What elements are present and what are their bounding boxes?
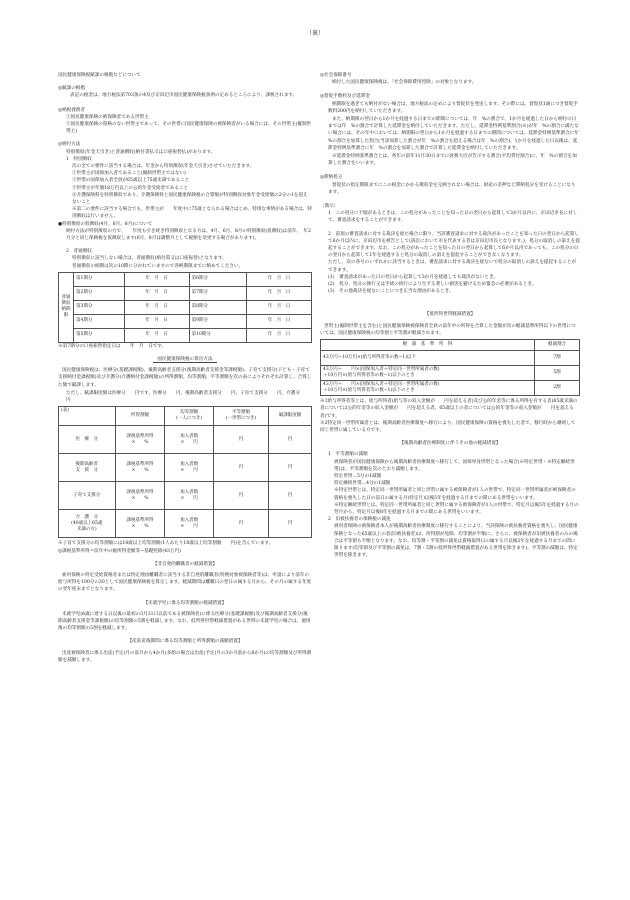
page-side-label: （裏） bbox=[305, 30, 324, 37]
appeal-item: (1) 審査請求があった日の翌日から起算して3か月を経過しても裁決がないとき。 bbox=[328, 274, 498, 280]
calc-header: 賦課限度額 bbox=[269, 407, 312, 426]
elderly-item: 特定世帯…5分の1減額 bbox=[334, 473, 382, 479]
due-date-side-label: 普通徴収納期限 bbox=[59, 272, 74, 342]
due-period: 第6期分 bbox=[189, 272, 246, 286]
payment-line: ②世帯の国保加入者全員が65歳以上75歳未満であること bbox=[72, 178, 190, 184]
preschool-title: 【未就学児に係る均等割額の軽減措置】 bbox=[143, 600, 227, 606]
calc-row-label: 医 療 分 bbox=[59, 426, 116, 454]
due-period: 第4期分 bbox=[74, 314, 125, 328]
elderly-item: ※特定継続世帯とは、特定同一世帯所属者と同じ世帯に属する被保険者が1人の世帯で、特定月以後5年を経過する月の翌月から、特定月以後8年を経過する月までの間にある世帯をいいます。 bbox=[334, 502, 579, 515]
appeal-heading: 〔教示〕 bbox=[320, 204, 339, 210]
due-date: 年 月 日 bbox=[246, 272, 311, 286]
due-period: 第7期分 bbox=[189, 286, 246, 300]
due-date: 年 月 日 bbox=[246, 286, 311, 300]
late-fee-text: 納期限を過ぎても納付がない場合は、地方税法の定めにより督促状を発送します。その際には、督促状1通につき督促手数料200円を納付していただきます。 bbox=[328, 101, 578, 114]
low-income-header: 軽 減 基 準 所 得 bbox=[321, 340, 535, 351]
appeal-item: 1 この処分に不服があるときは、この処分があったことを知った日の翌日から起算して3か月以内に、京田辺市長に対して、審査請求をすることができます。 bbox=[328, 211, 578, 224]
payment-heading: ◎納付方法 bbox=[58, 142, 81, 148]
right-column bbox=[320, 72, 584, 559]
calc-footnote: ※子育て支援分の均等割額には18歳以上均等割額(1人あたり18歳以上均等割額 円)を含んでいます。 bbox=[58, 541, 274, 547]
calc-cell: 課税基準所得 × % bbox=[115, 510, 165, 538]
calc-cell: 加入者数 × 円 bbox=[165, 426, 213, 454]
calc-cell: 円 bbox=[269, 510, 312, 538]
calc-table bbox=[58, 406, 312, 538]
elderly-item: 特定継続世帯…4分の1減額 bbox=[334, 481, 391, 487]
childbirth-title: 【産前産後期間に係る均等割額と所得割額の減額措置】 bbox=[127, 639, 243, 645]
late-fee-text: ※延滞金特例基準割合とは、各年の前年11月30日までに財務大臣が告示する割合(平均貸付割合)に、年 %の割合を加算した割合をいいます。 bbox=[328, 154, 577, 167]
payment-line: ①世帯主が国保加入者であること(擬制世帯主ではない) bbox=[72, 171, 186, 177]
due-date-note: ※第7期分の口座振替指定日は 年 月 日です。 bbox=[58, 343, 167, 349]
payment-line: 特別徴収に該当しない場合は、普通徴収(納付書又は口座振替)となります。 bbox=[72, 256, 227, 262]
low-income-footnote: ※1給与所得者等とは、給与所得者(給与等の収入金額が 円を超える者)及び公的年金等に係る所得を有する者(65歳未満の者については公的年金等の収入金額が 円を超える者、65歳以上の者については公的年金等の収入金額が 円を超える者)です。 bbox=[320, 399, 578, 419]
calc-cell: 課税基準所得 × % bbox=[115, 426, 165, 454]
due-date: 年 月 日 bbox=[124, 314, 189, 328]
delinquency-heading: ◎滞納処分 bbox=[320, 175, 343, 181]
low-income-title: 【低所得世帯軽減措置】 bbox=[424, 312, 476, 318]
due-period: 第8期分 bbox=[189, 300, 246, 314]
low-income-criteria: 43万円＋ 円×(国保加入者＋特定同一世帯所属者の数) ＋10万円×(給与所得者等の数−1)以下のとき bbox=[321, 366, 535, 381]
due-date: 年 月 日 bbox=[124, 272, 189, 286]
due-date: 年 月 日 bbox=[246, 328, 311, 342]
low-income-table bbox=[320, 339, 580, 396]
taxpayer-item: ②国民健康保険の資格のない世帯主であって、その世帯に国民健康保険の被保険者がいる場合には、その世帯主(擬制世帯主) bbox=[66, 122, 312, 135]
elderly-item: ※特定世帯とは、特定同一世帯所属者と同じ世帯に属する被保険者が1人の世帯で、特定同一世帯所属者が被保険者の資格を喪失した日の前日の属する月(特定月)以後5年を経過する月までの間にある世帯をいいます。 bbox=[334, 488, 576, 501]
appeal-item: ただし、次の各号のいずれかに該当するときは、審査請求に対する裁決を経ないで処分の取消しの訴えを提起することができます。 bbox=[328, 260, 577, 273]
payment-line: ●特別徴収の仮徴収(4月、6月、8月)について bbox=[58, 221, 153, 227]
basis-heading: ◎賦課の根拠 bbox=[58, 86, 85, 92]
elderly-item: 1 平等割額の減額 bbox=[328, 452, 368, 458]
calc-cell: 円 bbox=[213, 426, 268, 454]
nonvoluntary-title: 【非自発的離職者の軽減措置】 bbox=[152, 561, 218, 567]
low-income-text: 世帯主(擬制世帯主を含む)と国民健康保険被保険者全員の前年中の所得を合算した金額が次の軽減基準所得以下の世帯については、国民健康保険税の均等割と平等割が軽減されます。 bbox=[320, 323, 576, 336]
appeal-item: (3) その他裁決を経ないことにつき正当な理由があるとき。 bbox=[328, 289, 454, 295]
calc-footnote: ◎課税基準所得＝前年中の総所得金額等−基礎控除(43万円) bbox=[58, 548, 181, 554]
calc-header: 均等割額 (一人につき) bbox=[165, 407, 213, 426]
social-security-heading: ◎社会保障番号 bbox=[320, 73, 352, 78]
calc-row-label: 後期高齢者 支 援 分 bbox=[59, 454, 116, 482]
payment-line: 納付方法が特別徴収の方で、 年度も引き続き特別徴収となる方は、4月、6月、8月の特別徴収(仮徴収)は前年、 年2月分と同じ保険税を仮徴収します(6月、8月は調整月として税額を変更する場合があります)。 bbox=[66, 228, 311, 242]
due-date: 年 月 日 bbox=[124, 328, 189, 342]
low-income-rate: 2割 bbox=[535, 381, 580, 396]
due-date: 年 月 日 bbox=[246, 300, 311, 314]
due-date: 年 月 日 bbox=[246, 314, 311, 328]
calc-cell: 課税基準所得 × % bbox=[115, 482, 165, 510]
section-title: 国民健康保険税賦課の根拠などについて bbox=[58, 73, 141, 78]
late-fee-text: また、納期限の翌日から1か月を経過する日までの期間については、年 %の割合で、1か月を経過した日から納付の日までは年 %の割合で計算した延滞金を納付していただきます。ただし、延滞金特例基準割合(※)が年 %の割合に満たない場合には、その年中においては、納期限の翌日から1か月を経過する日までの期間については、延滞金特例基準割合に年 %の割合を加算した割合(当該加算した割合が年 %の割合を超える場合は年 %の割合)、1か月を経過した日以後は、延滞金特例基準割合に年 %の割合を加算した割合で計算した延滞金を納付していただきます。 bbox=[328, 117, 584, 151]
payment-line: ※第二の要件に該当する場合でも、世帯主が 年度中に75歳となられる場合はじめ、特別な事情がある場合は、特別徴収は行いません。 bbox=[72, 207, 312, 220]
calc-row-label: 子育て支援分 bbox=[59, 482, 116, 510]
social-security-text: 納付した国民健康保険税は、「社会保障費用控除」の対象となります。 bbox=[332, 80, 477, 86]
calc-text: 国民健康保険税は、医療分(基礎課税額)、後期高齢者支援分(後期高齢者支援金等課税額)、子育て支援分(子ども・子育て支援納付金課税額)及び介護分(介護納付金課税額)の所得割額、均等割額、平等割額を次の表によりそれぞれ計算し、合算した額で賦課します。 bbox=[58, 368, 312, 388]
basis-text: 表記の税金は、地方税法第703条の4及び京田辺市国民健康保険税条例の定めるところにより、課税されます。 bbox=[70, 93, 298, 99]
low-income-footnote: ※2特定同一世帯所属者とは、後期高齢者医療制度へ移行により、国民健康保険の資格を喪失した者で、移行時から継続して同じ世帯に属している方です。 bbox=[320, 420, 576, 433]
due-date: 年 月 日 bbox=[124, 300, 189, 314]
due-date: 年 月 日 bbox=[124, 286, 189, 300]
calc-limit-note: ただし、賦課限度額は医療分 円です。医療分 円、後期高齢者支援分 円、子育て支援分 円、介護分 円 bbox=[66, 390, 310, 404]
payment-line: 1 特別徴収 bbox=[66, 156, 92, 162]
elderly-title: 【後期高齢者医療制度に伴うその他の軽減措置】 bbox=[399, 441, 501, 447]
taxpayer-item: ①国民健康保険の被保険者である世帯主 bbox=[66, 114, 149, 120]
calc-cell: 円 bbox=[213, 454, 268, 482]
payment-line: 2 普通徴収 bbox=[66, 249, 92, 255]
low-income-rate: 7割 bbox=[535, 351, 580, 366]
calc-row-label: 介 護 分 (40歳以上65歳 未満の方) bbox=[59, 510, 116, 538]
calc-cell: 加入者数 × 円 bbox=[165, 482, 213, 510]
due-period: 第1期分 bbox=[74, 272, 125, 286]
calc-cell: 円 bbox=[269, 482, 312, 510]
payment-line: 普通徴収の納期は次の10期に分かれていますので各納期限までに納めてください。 bbox=[72, 263, 244, 269]
low-income-criteria: 43万円＋10万円×(給与所得者等の数−1)以下 bbox=[321, 351, 535, 366]
calc-cell: 円 bbox=[269, 426, 312, 454]
taxpayer-heading: ◎納税義務者 bbox=[58, 107, 85, 113]
calc-cell: 円 bbox=[213, 482, 268, 510]
childbirth-text: 出産被保険者に係る出産(予定)月の前月から4か月(多胎の場合は出産(予定)月の3か月前から6か月)の均等割額及び所得割額を減額します。 bbox=[58, 650, 312, 663]
appeal-item: (2) 処分、処分の執行又は手続の続行により生ずる著しい損害を避けるため緊急の必要があるとき。 bbox=[328, 282, 537, 288]
due-period: 第5期分 bbox=[74, 328, 125, 342]
nonvoluntary-text: 雇用保険の特定受給資格者または特定理由離職者に該当する非自発的離職者(特例対象被保険者等)は、申請により前年の給与所得を100分の30として国民健康保険税を算定します。軽減期間は離職日の翌日の属する月から、その月の属する年度の翌年度末までとなります。 bbox=[58, 572, 312, 593]
appeal-item: 2 前項の審査請求に対する裁決を経た場合に限り、当該審査請求に対する裁決があったことを知った日の翌日から起算して6か月以内に、京田辺市を被告として(訴訟において市を代表する者は京田辺市長となります。)、処分の取消しの訴えを提起することができます。なお、この処分があったことを知った日の翌日から起算して6か月以内であっても、この処分の日の翌日から起算して1年を経過すると処分の取消しの訴えを提起することができなくなります。 bbox=[328, 231, 580, 259]
due-period: 第3期分 bbox=[74, 300, 125, 314]
calc-cell: 課税基準所得 × % bbox=[115, 454, 165, 482]
payment-line: 特別徴収(年金天引き)と普通徴収(納付書払又は口座振替払)があります。 bbox=[66, 149, 216, 155]
low-income-criteria: 43万円＋ 円×(国保加入者＋特定同一世帯所属者の数) ＋10万円×(給与所得者等の数−1)以下のとき bbox=[321, 381, 535, 396]
payment-line: ④介護保険料を特別徴収であり、介護保険料と国民健康保険税の合算額が特別徴収対象年金受給額の2分の1を超えないこと bbox=[72, 192, 308, 206]
due-date-table bbox=[58, 272, 312, 343]
calc-header: (表) bbox=[59, 407, 116, 426]
low-income-rate: 5割 bbox=[535, 366, 580, 381]
calc-cell: 円 bbox=[213, 510, 268, 538]
delinquency-text: 督促状の指定期限までにこの税金にかかる徴収金を完納されない場合は、財産の差押など滞納処分を受けることになります。 bbox=[328, 182, 576, 195]
calc-cell: 加入者数 × 円 bbox=[165, 454, 213, 482]
late-fee-heading: ◎督促手数料及び延滞金 bbox=[320, 94, 370, 100]
elderly-item: 被保険者が国民健康保険から後期高齢者医療制度へ移行して、国保単身世帯となった場合(※特定世帯・※特定継続世帯)は、平等割額を次のとおり減額します。 bbox=[334, 459, 575, 472]
left-column bbox=[58, 72, 312, 665]
calc-header: 所得割額 bbox=[115, 407, 165, 426]
due-period: 第10期分 bbox=[189, 328, 246, 342]
calc-title: 国民健康保険税の算出方法 bbox=[153, 357, 216, 363]
calc-header: 平等割額 (一世帯につき) bbox=[213, 407, 268, 426]
low-income-header: 軽減割合 bbox=[535, 340, 580, 351]
preschool-text: 未就学児(6歳に達する日以後の最初の3月31日以前である被保険者)に係る医療分(基礎課税額)及び後期高齢者支援分(後期高齢者支援金等課税額)の均等割額の5割を軽減します。なお、低所得世帯軽減措置がある世帯の未就学児の場合は、適用後の均等割額の5割を軽減します。 bbox=[58, 611, 311, 632]
payment-line: 次の全ての要件に該当する場合は、年金から特別徴収(年金天引き)させていただきます。 bbox=[72, 164, 255, 170]
payment-line: ③世帯主が年額18万円以上の公的年金受給者であること bbox=[72, 185, 189, 191]
due-period: 第9期分 bbox=[189, 314, 246, 328]
elderly-item: 被用者保険の被保険者本人が後期高齢者医療制度に移行することにより、当該保険の被扶養者資格を喪失し、国民健康保険となった65歳以上の者(旧被扶養者)は、所得割が免除、均等割が半額に、さらに、被保険者が旧被扶養者のみの場合は平等割も半額となります。なお、均等割・平等割の減免は資格取得日の属する月以後2年を経過する月までの間に限ります(均等割及び平等割の減免は、7割・5割の低所得世帯軽減措置がある世帯を除きます)。平等割の減額は、特定世帯を除きます。 bbox=[334, 524, 578, 559]
elderly-item: 2 旧被扶養者の保険税の減免 bbox=[328, 517, 391, 523]
due-period: 第2期分 bbox=[74, 286, 125, 300]
calc-cell: 加入者数 × 円 bbox=[165, 510, 213, 538]
calc-cell: 円 bbox=[269, 454, 312, 482]
